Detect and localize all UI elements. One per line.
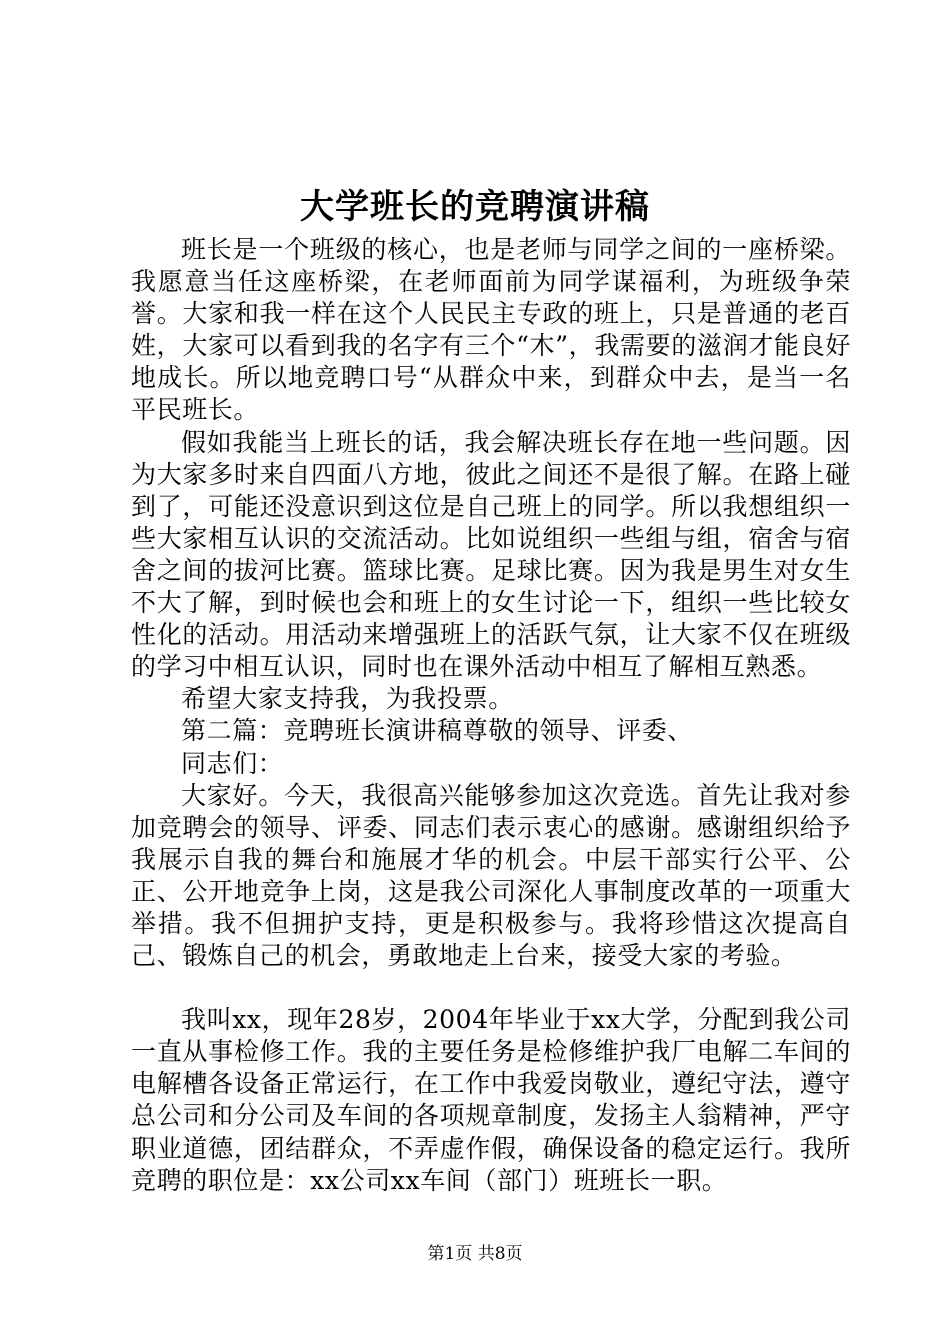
- paragraph-7: 我叫xx，现年28岁，2004年毕业于xx大学，分配到我公司一直从事检修工作。我的主要任务是检修维护我厂电解二车间的电解槽各设备正常运行，在工作中我爱岗敬业，遵纪守法，遵守总公司和分公司及车间的各项规章制度，发扬主人翁精神，严守职业道德，团结群众，不弄虚作假，确保设备的稳定运行。我所竞聘的职位是：xx公司xx车间（部门）班班长一职。: [131, 1005, 851, 1195]
- paragraph-5: 同志们：: [181, 748, 284, 778]
- paragraph-6: 大家好。今天，我很高兴能够参加这次竞选。首先让我对参加竞聘会的领导、评委、同志们表示衷心的感谢。感谢组织给予我展示自我的舞台和施展才华的机会。中层干部实行公平、公正、公开地竞争上岗，这是我公司深化人事制度改革的一项重大举措。我不但拥护支持，更是积极参与。我将珍惜这次提高自己、锻炼自己的机会，勇敢地走上台来，接受大家的考验。: [131, 780, 851, 971]
- paragraph-4: 第二篇：竞聘班长演讲稿尊敬的领导、评委、: [181, 716, 694, 746]
- document-title: 大学班长的竞聘演讲稿: [300, 187, 650, 227]
- paragraph-1: 班长是一个班级的核心，也是老师与同学之间的一座桥梁。我愿意当任这座桥梁，在老师面前为同学谋福利，为班级争荣誉。大家和我一样在这个人民民主专政的班上，只是普通的老百姓，大家可以看到我的名字有三个“木”，我需要的滋润才能良好地成长。所以地竞聘口号“从群众中来，到群众中去，是当一名平民班长。: [131, 235, 851, 425]
- paragraph-3: 希望大家支持我，为我投票。: [181, 684, 514, 714]
- paragraph-2: 假如我能当上班长的话，我会解决班长存在地一些问题。因为大家多时来自四面八方地，彼此之间还不是很了解。在路上碰到了，可能还没意识到这位是自己班上的同学。所以我想组织一些大家相互认识的交流活动。比如说组织一些组与组，宿舍与宿舍之间的拔河比赛。篮球比赛。足球比赛。因为我是男生对女生不大了解，到时候也会和班上的女生讨论一下，组织一些比较女性化的活动。用活动来增强班上的活跃气氛，让大家不仅在班级的学习中相互认识，同时也在课外活动中相互了解相互熟悉。: [131, 427, 851, 682]
- page-footer: 第1页 共8页: [427, 1244, 523, 1264]
- paragraph-gap: [131, 972, 851, 1004]
- document-body: [131, 234, 851, 1197]
